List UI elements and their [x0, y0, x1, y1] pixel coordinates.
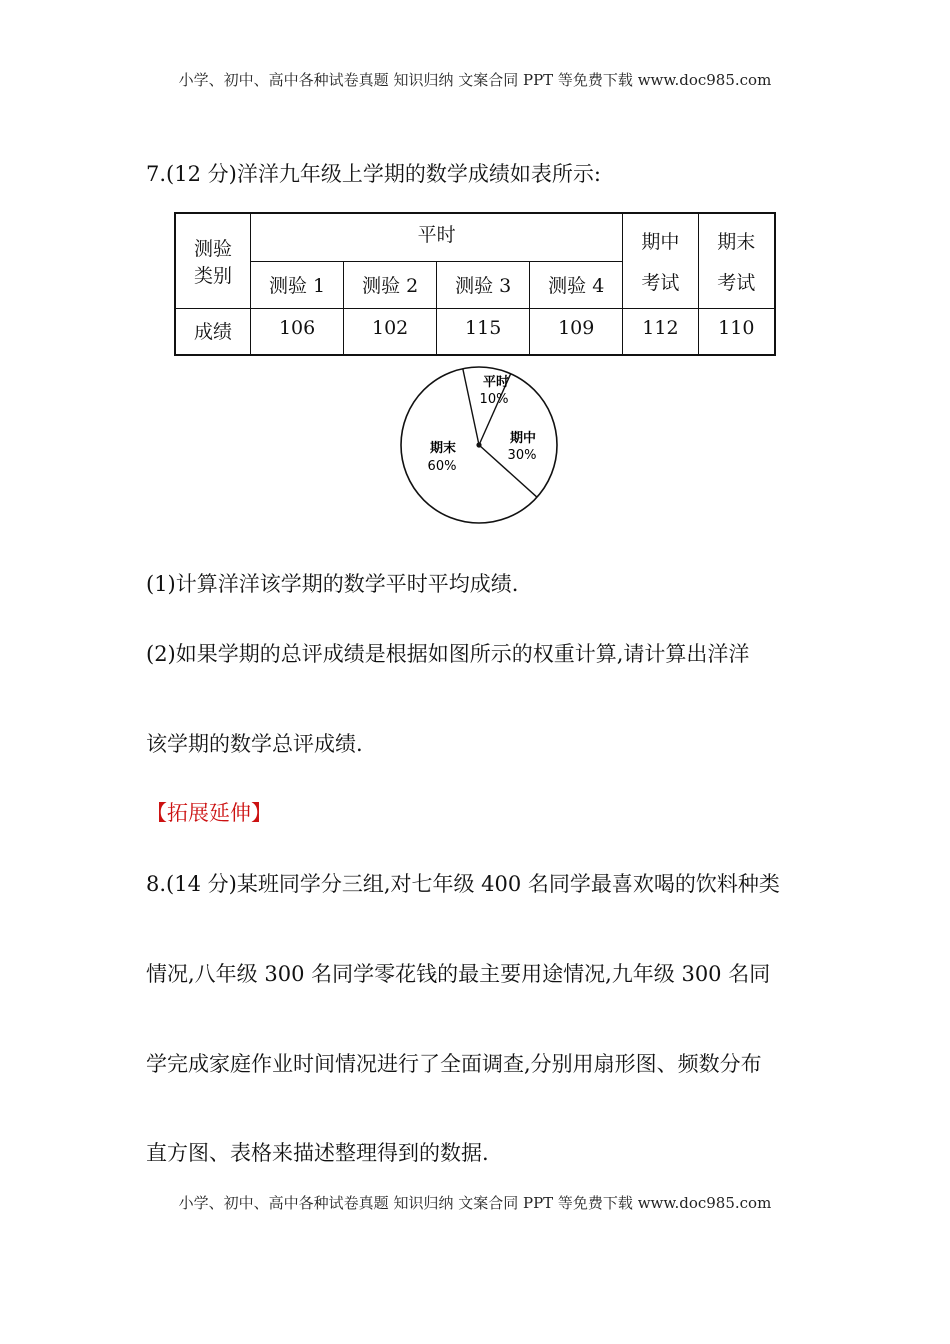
- score-final: 110: [698, 308, 775, 355]
- question-7-part-1: (1)计算洋洋该学期的数学平时平均成绩.: [146, 572, 519, 596]
- slice-pct-midterm: 30%: [507, 448, 537, 463]
- category-header: 测验 类别: [175, 213, 251, 308]
- question-7-part-2-line-1: (2)如果学期的总评成绩是根据如图所示的权重计算,请计算出洋洋: [146, 642, 750, 666]
- final-header: 期末 考试: [698, 213, 775, 308]
- score-row-label: 成绩: [175, 308, 251, 355]
- test-3-header: 测验 3: [437, 261, 530, 308]
- score-midterm: 112: [623, 308, 698, 355]
- section-title: 【拓展延伸】: [146, 801, 272, 825]
- question-8-line-2: 情况,八年级 300 名同学零花钱的最主要用途情况,九年级 300 名同: [146, 962, 771, 986]
- page-header: 小学、初中、高中各种试卷真题 知识归纳 文案合同 PPT 等免费下载 www.doc985.com: [178, 71, 772, 89]
- question-8-line-4: 直方图、表格来描述整理得到的数据.: [146, 1141, 489, 1165]
- question-8-line-3: 学完成家庭作业时间情况进行了全面调查,分别用扇形图、频数分布: [146, 1052, 762, 1076]
- score-table: [174, 212, 776, 356]
- score-test-4: 109: [530, 308, 623, 355]
- weight-pie-chart: [400, 364, 560, 526]
- score-test-3: 115: [437, 308, 530, 355]
- test-1-header: 测验 1: [251, 261, 344, 308]
- question-8-line-1: 8.(14 分)某班同学分三组,对七年级 400 名同学最喜欢喝的饮料种类: [146, 872, 780, 896]
- slice-label-final: 期末: [429, 441, 457, 456]
- slice-label-normal: 平时: [482, 375, 510, 390]
- score-test-2: 102: [344, 308, 437, 355]
- slice-pct-final: 60%: [427, 459, 457, 474]
- slice-pct-normal: 10%: [479, 392, 509, 407]
- page-footer: 小学、初中、高中各种试卷真题 知识归纳 文案合同 PPT 等免费下载 www.doc985.com: [178, 1194, 772, 1212]
- test-2-header: 测验 2: [344, 261, 437, 308]
- pie-center-dot: [476, 442, 481, 447]
- midterm-header: 期中 考试: [623, 213, 698, 308]
- test-4-header: 测验 4: [530, 261, 623, 308]
- question-7-stem: 7.(12 分)洋洋九年级上学期的数学成绩如表所示:: [146, 162, 601, 186]
- question-7-part-2-line-2: 该学期的数学总评成绩.: [146, 732, 363, 756]
- score-test-1: 106: [251, 308, 344, 355]
- group-normal-header: 平时: [251, 213, 623, 261]
- slice-label-midterm: 期中: [509, 431, 537, 446]
